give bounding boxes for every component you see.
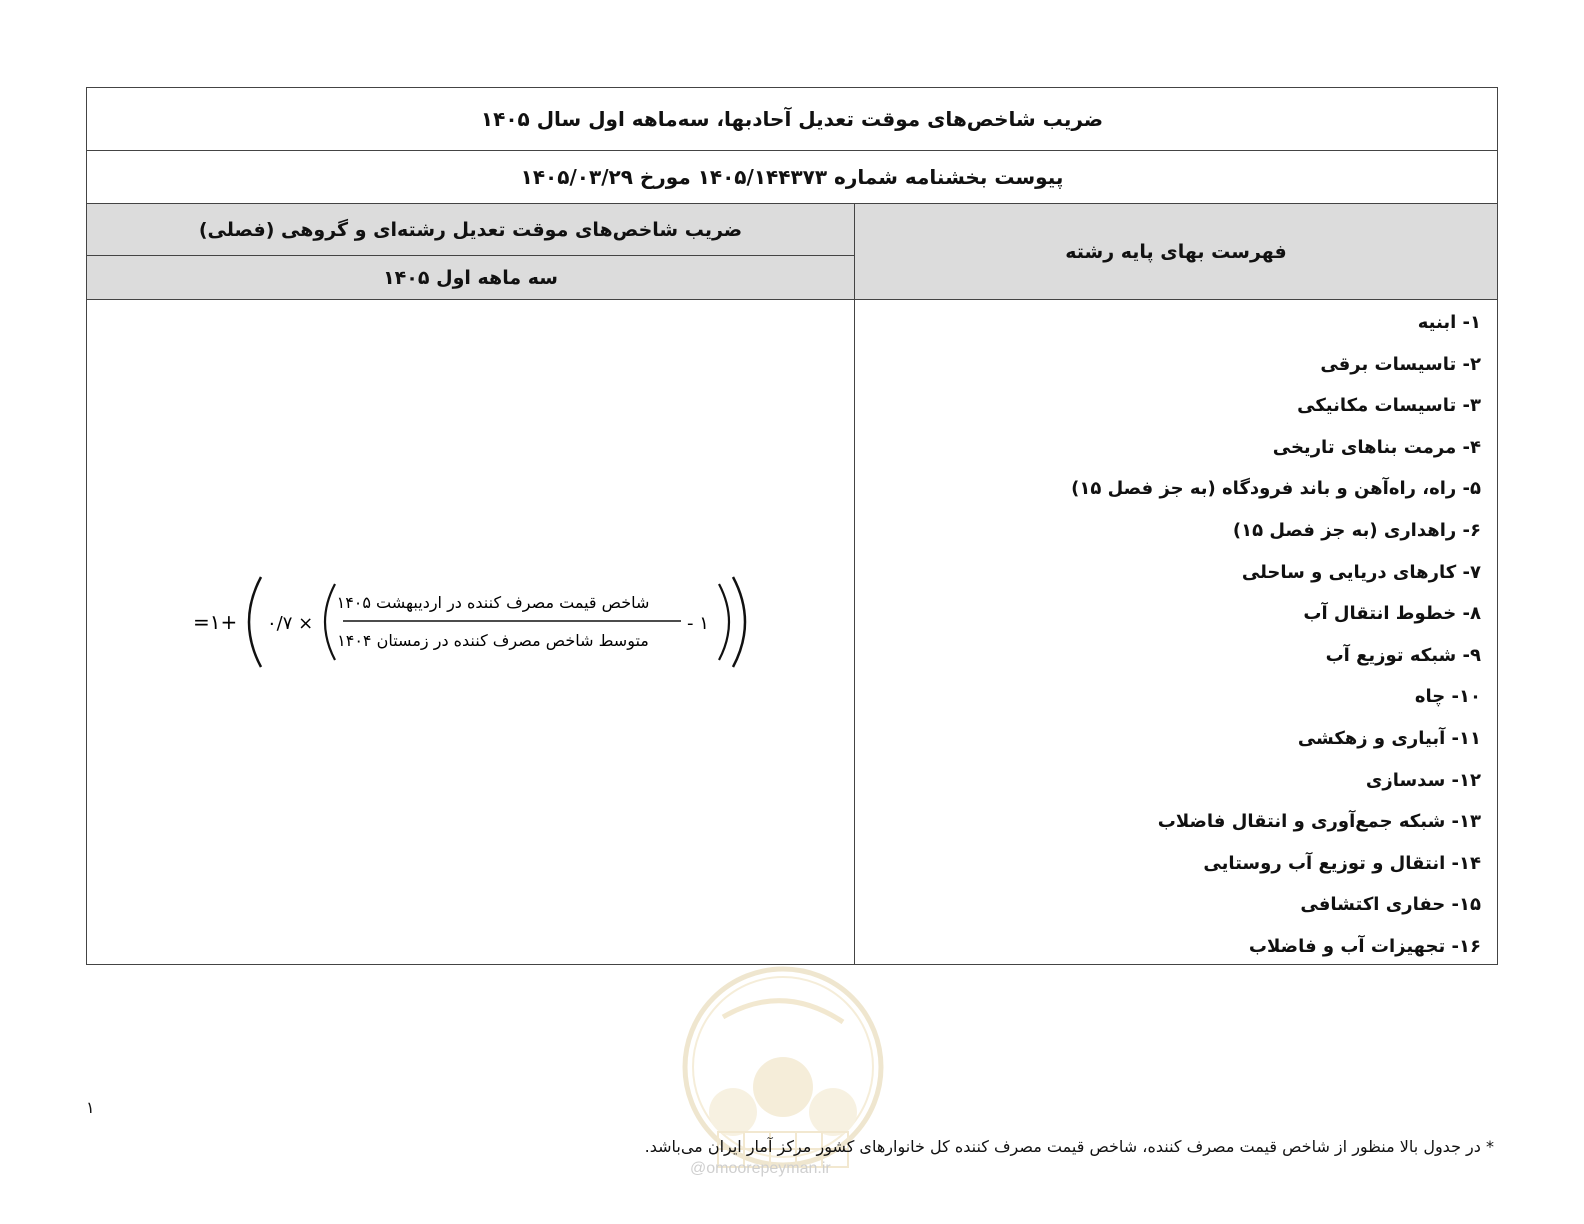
adjustment-formula <box>193 572 753 672</box>
list-item: ۱- ابنیه <box>1417 312 1481 333</box>
formula-coefficient: ۰/۷ × <box>267 613 314 634</box>
formula-denominator: متوسط شاخص مصرف کننده در زمستان ۱۴۰۴ <box>337 631 649 650</box>
inner-right-paren <box>719 584 729 660</box>
inner-left-paren <box>325 584 335 660</box>
list-item: ۱۵- حفاری اکتشافی <box>1300 894 1481 916</box>
formula-minus-one: - ۱ <box>687 613 709 634</box>
main-table <box>86 87 1498 965</box>
document-subtitle: پیوست بخشنامه شماره ۱۴۰۵/۱۴۴۳۷۳ مورخ ۱۴۰۵/۰۳/۲۹ <box>87 151 1497 204</box>
list-item: ۴- مرمت بناهای تاریخی <box>1272 436 1481 458</box>
list-item: ۱۱- آبیاری و زهکشی <box>1297 727 1481 749</box>
formula-cell <box>87 300 854 964</box>
list-item: ۷- کارهای دریایی و ساحلی <box>1241 561 1481 583</box>
formula-lhs: =۱+ <box>193 610 238 634</box>
header-price-list: فهرست بهای پایه رشته <box>854 204 1497 299</box>
document-title: ضریب شاخص‌های موقت تعدیل آحادبها، سه‌ماهه اول سال ۱۴۰۵ <box>87 88 1497 151</box>
list-item: ۱۰- چاه <box>1414 686 1481 708</box>
list-item: ۸- خطوط انتقال آب <box>1303 603 1481 625</box>
header-coefficient-group <box>87 204 854 299</box>
formula-numerator: شاخص قیمت مصرف کننده در اردیبهشت ۱۴۰۵ <box>336 593 650 612</box>
list-item: ۱۴- انتقال و توزیع آب روستایی <box>1203 852 1481 874</box>
header-quarter: سه ماهه اول ۱۴۰۵ <box>383 266 558 289</box>
footnote: * در جدول بالا منظور از شاخص قیمت مصرف کننده، شاخص قیمت مصرف کننده کل خانوارهای کشور مرکز آمار ایران می‌باشد. <box>644 1137 1494 1156</box>
list-item: ۵- راه، راه‌آهن و باند فرودگاه (به جز فصل ۱۵) <box>1071 478 1481 500</box>
list-item: ۲- تاسیسات برقی <box>1320 353 1481 375</box>
list-item: ۱۳- شبکه جمع‌آوری و انتقال فاضلاب <box>1157 811 1481 833</box>
watermark-url: @omoorepeyman.ir <box>690 1160 831 1177</box>
formula-svg <box>193 572 753 672</box>
discipline-list <box>855 302 1481 968</box>
table-body <box>87 300 1497 964</box>
table-header <box>87 204 1497 300</box>
outer-left-paren <box>249 577 261 667</box>
header-coefficient-title: ضریب شاخص‌های موقت تعدیل رشته‌ای و گروهی (فصلی) <box>87 204 854 256</box>
list-item: ۱۶- تجهیزات آب و فاضلاب <box>1248 935 1481 957</box>
list-item: ۳- تاسیسات مکانیکی <box>1297 395 1481 417</box>
outer-right-paren <box>733 577 745 667</box>
discipline-list-cell <box>854 300 1497 964</box>
list-item: ۶- راهداری (به جز فصل ۱۵) <box>1232 519 1481 541</box>
page-number: ۱ <box>86 1098 95 1117</box>
list-item: ۹- شبکه توزیع آب <box>1325 644 1481 666</box>
list-item: ۱۲- سدسازی <box>1365 769 1481 791</box>
